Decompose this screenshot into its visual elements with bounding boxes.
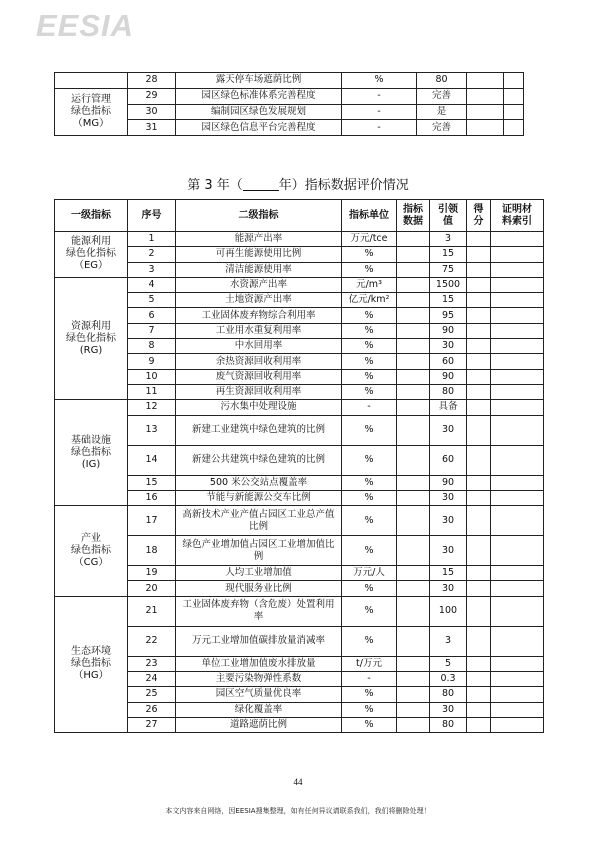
indicator-unit: - [342,104,417,120]
indicator-data-cell [397,293,430,308]
evidence-cell [504,104,524,120]
reference-value: 是 [417,104,467,120]
header-unit: 指标单位 [342,200,397,232]
score-cell [467,73,504,89]
indicator-name: 新建公共建筑中绿色建筑的比例 [176,445,342,475]
score-cell [467,445,491,475]
reference-value: 80 [430,384,467,399]
table-row [55,104,544,120]
reference-value: 30 [430,702,467,717]
table-row [55,687,544,702]
row-number: 30 [128,104,176,120]
table-row [55,672,544,687]
indicator-name: 工业固体废弃物（含危废）处置利用率 [176,596,342,626]
row-number: 9 [128,354,176,369]
table-row [55,120,544,136]
indicator-data-cell [397,308,430,323]
indicator-name: 能源产出率 [176,232,342,247]
indicator-unit: % [342,308,397,323]
evidence-cell [491,445,544,475]
reference-value: 30 [430,415,467,445]
header-score: 得 分 [467,200,491,232]
indicator-data-cell [397,656,430,671]
table-row [55,506,544,536]
table-row [55,247,544,262]
table-row [55,415,544,445]
indicator-data-cell [397,702,430,717]
evidence-cell [491,369,544,384]
indicator-data-cell [397,596,430,626]
indicator-data-cell [397,323,430,338]
indicator-unit: % [342,445,397,475]
score-cell [467,88,504,104]
reference-value: 完善 [417,88,467,104]
indicator-data-cell [397,566,430,581]
indicator-unit: 万元/人 [342,566,397,581]
indicator-name: 高新技术产业产值占园区工业总产值比例 [176,506,342,536]
table-row [55,656,544,671]
group-label: 基础设施 绿色指标 (IG) [55,400,128,506]
score-cell [467,400,491,415]
indicator-unit: % [342,475,397,490]
indicator-unit: 亿元/km² [342,293,397,308]
group-label: 运行管理 绿色指标 （MG） [55,88,128,135]
score-cell [467,323,491,338]
indicator-unit: % [342,581,397,596]
indicator-data-cell [397,339,430,354]
evidence-cell [491,247,544,262]
score-cell [467,702,491,717]
score-cell [467,566,491,581]
evidence-cell [491,596,544,626]
evidence-cell [491,339,544,354]
indicator-name: 清洁能源使用率 [176,262,342,277]
indicator-unit: 万元/tce [342,232,397,247]
score-cell [467,626,491,656]
reference-value: 90 [430,369,467,384]
row-number: 15 [128,475,176,490]
evidence-cell [504,73,524,89]
indicator-data-cell [397,232,430,247]
row-number: 22 [128,626,176,656]
indicator-data-cell [397,717,430,732]
table-row [55,475,544,490]
row-number: 24 [128,672,176,687]
indicator-data-cell [397,400,430,415]
score-cell [467,506,491,536]
indicator-unit: - [342,120,417,136]
indicator-unit: % [342,596,397,626]
group-label: 资源利用 绿色化指标 (RG) [55,277,128,399]
indicator-data-cell [397,490,430,505]
evidence-cell [491,262,544,277]
row-number: 27 [128,717,176,732]
reference-value: 30 [430,506,467,536]
score-cell [467,687,491,702]
indicator-name: 水资源产出率 [176,277,342,292]
indicator-data-cell [397,262,430,277]
table-row [55,400,544,415]
row-number: 13 [128,415,176,445]
table-row [55,581,544,596]
score-cell [467,247,491,262]
indicator-data-cell [397,506,430,536]
reference-value: 3 [430,232,467,247]
indicator-name: 万元工业增加值碳排放量消减率 [176,626,342,656]
score-cell [467,232,491,247]
previous-year-table-tail [54,72,544,136]
table-row [55,88,544,104]
indicator-data-cell [397,672,430,687]
indicator-name: 新建工业建筑中绿色建筑的比例 [176,415,342,445]
indicator-data-cell [397,445,430,475]
score-cell [467,354,491,369]
row-number: 4 [128,277,176,292]
reference-value: 5 [430,656,467,671]
reference-value: 90 [430,475,467,490]
indicator-data-cell [397,536,430,566]
indicator-unit: % [342,384,397,399]
score-cell [467,308,491,323]
indicator-name: 节能与新能源公交车比例 [176,490,342,505]
reference-value: 60 [430,445,467,475]
indicator-name: 绿色产业增加值占园区工业增加值比例 [176,536,342,566]
indicator-name: 土地资源产出率 [176,293,342,308]
indicator-data-cell [397,247,430,262]
reference-value: 80 [417,73,467,89]
indicator-name: 余热资源回收利用率 [176,354,342,369]
indicator-name: 中水回用率 [176,339,342,354]
table-row [55,566,544,581]
score-cell [467,277,491,292]
indicator-data-cell [397,581,430,596]
evidence-cell [491,687,544,702]
indicator-unit: % [342,702,397,717]
indicator-name: 绿化覆盖率 [176,702,342,717]
score-cell [467,475,491,490]
table-row [55,308,544,323]
evidence-cell [491,415,544,445]
indicator-unit: % [342,73,417,89]
indicator-name: 园区绿色标准体系完善程度 [176,88,342,104]
indicator-unit: % [342,536,397,566]
reference-value: 15 [430,293,467,308]
row-number: 31 [128,120,176,136]
table-row [55,596,544,626]
header-no: 序号 [128,200,176,232]
indicator-unit: % [342,717,397,732]
table-row [55,262,544,277]
row-number: 3 [128,262,176,277]
indicator-name: 再生资源回收利用率 [176,384,342,399]
indicator-unit: - [342,400,397,415]
indicator-name: 工业用水重复利用率 [176,323,342,338]
indicator-unit: % [342,626,397,656]
group-label: 能源利用 绿色化指标 （EG） [55,232,128,278]
header-level2: 二级指标 [176,200,342,232]
row-number: 12 [128,400,176,415]
header-ref: 引领 值 [430,200,467,232]
table-row [55,490,544,505]
row-number: 8 [128,339,176,354]
score-cell [467,369,491,384]
evidence-cell [491,308,544,323]
table-row [55,384,544,399]
indicator-name: 单位工业增加值废水排放量 [176,656,342,671]
indicator-name: 可再生能源使用比例 [176,247,342,262]
score-cell [467,120,504,136]
score-cell [467,104,504,120]
indicator-data-cell [397,415,430,445]
row-number: 29 [128,88,176,104]
evidence-cell [504,120,524,136]
evidence-cell [491,490,544,505]
evidence-cell [504,88,524,104]
indicator-name: 500 米公交站点覆盖率 [176,475,342,490]
reference-value: 具备 [430,400,467,415]
reference-value: 95 [430,308,467,323]
table-header-row [55,200,544,232]
reference-value: 15 [430,566,467,581]
evidence-cell [491,323,544,338]
row-number: 1 [128,232,176,247]
page-number: 44 [293,777,303,787]
indicator-name: 园区空气质量优良率 [176,687,342,702]
reference-value: 90 [430,323,467,338]
indicator-name: 露天停车场遮荫比例 [176,73,342,89]
section-title: 第 3 年（ 年）指标数据评价情况 [187,178,409,193]
score-cell [467,293,491,308]
indicator-data-cell [397,475,430,490]
table-row [55,626,544,656]
row-number: 21 [128,596,176,626]
evidence-cell [491,717,544,732]
evidence-cell [491,400,544,415]
score-cell [467,581,491,596]
indicator-data-cell [397,354,430,369]
row-number: 28 [128,73,176,89]
row-number: 18 [128,536,176,566]
evidence-cell [491,384,544,399]
evidence-cell [491,536,544,566]
evidence-cell [491,232,544,247]
header-level1: 一级指标 [55,200,128,232]
evidence-cell [491,656,544,671]
indicator-name: 主要污染物弹性系数 [176,672,342,687]
group-label: 产业 绿色指标 （CG） [55,506,128,597]
indicator-data-cell [397,277,430,292]
evidence-cell [491,626,544,656]
evidence-cell [491,702,544,717]
year-blank [243,178,279,191]
row-number: 11 [128,384,176,399]
score-cell [467,384,491,399]
row-number: 17 [128,506,176,536]
indicator-unit: % [342,490,397,505]
indicator-unit: t/万元 [342,656,397,671]
evidence-cell [491,672,544,687]
indicator-data-cell [397,369,430,384]
row-number: 10 [128,369,176,384]
indicator-unit: % [342,247,397,262]
table-row [55,354,544,369]
score-cell [467,262,491,277]
score-cell [467,717,491,732]
reference-value: 30 [430,490,467,505]
reference-value: 30 [430,581,467,596]
row-number: 5 [128,293,176,308]
row-number: 23 [128,656,176,671]
indicator-name: 道路遮荫比例 [176,717,342,732]
indicator-unit: % [342,369,397,384]
reference-value: 100 [430,596,467,626]
table-row [55,536,544,566]
indicator-data-cell [397,687,430,702]
row-number: 25 [128,687,176,702]
table-row [55,323,544,338]
reference-value: 75 [430,262,467,277]
table-row [55,293,544,308]
indicator-unit: % [342,354,397,369]
indicator-unit: % [342,262,397,277]
indicator-unit: % [342,339,397,354]
indicator-name: 工业固体废弃物综合利用率 [176,308,342,323]
indicator-unit: - [342,672,397,687]
evidence-cell [491,566,544,581]
table-row [55,277,544,292]
score-cell [467,656,491,671]
row-number: 26 [128,702,176,717]
indicator-unit: % [342,687,397,702]
reference-value: 3 [430,626,467,656]
indicator-unit: - [342,88,417,104]
reference-value: 60 [430,354,467,369]
row-number: 16 [128,490,176,505]
indicator-data-cell [397,384,430,399]
indicator-unit: % [342,506,397,536]
indicator-name: 废气资源回收利用率 [176,369,342,384]
score-cell [467,415,491,445]
group-label: 生态环境 绿色指标 （HG） [55,596,128,732]
header-evidence: 证明材 料索引 [491,200,544,232]
table-row [55,369,544,384]
reference-value: 80 [430,717,467,732]
footer-disclaimer: 本文内容来自网络，因EESIA搜集整理，如有任何异议请联系我们，我们将删除处理！ [165,807,431,815]
indicator-unit: % [342,323,397,338]
row-number: 19 [128,566,176,581]
table-row [55,717,544,732]
score-cell [467,596,491,626]
table-row [55,445,544,475]
eesia-logo: EESIA [36,8,135,43]
row-number: 7 [128,323,176,338]
score-cell [467,490,491,505]
table-row [55,339,544,354]
row-number: 6 [128,308,176,323]
evidence-cell [491,354,544,369]
evidence-cell [491,475,544,490]
header-data: 指标 数据 [397,200,430,232]
indicator-name: 园区绿色信息平台完善程度 [176,120,342,136]
indicator-name: 现代服务业比例 [176,581,342,596]
evidence-cell [491,293,544,308]
indicator-name: 编制园区绿色发展规划 [176,104,342,120]
table-row [55,232,544,247]
reference-value: 30 [430,536,467,566]
reference-value: 完善 [417,120,467,136]
table-row [55,702,544,717]
indicator-evaluation-table [54,199,544,733]
indicator-unit: % [342,415,397,445]
reference-value: 15 [430,247,467,262]
table-row [55,73,544,89]
evidence-cell [491,506,544,536]
score-cell [467,672,491,687]
reference-value: 0.3 [430,672,467,687]
row-number: 14 [128,445,176,475]
indicator-unit: 元/m³ [342,277,397,292]
indicator-data-cell [397,626,430,656]
group-label-empty [55,73,128,89]
reference-value: 80 [430,687,467,702]
row-number: 2 [128,247,176,262]
row-number: 20 [128,581,176,596]
reference-value: 1500 [430,277,467,292]
evidence-cell [491,581,544,596]
reference-value: 30 [430,339,467,354]
indicator-name: 污水集中处理设施 [176,400,342,415]
evidence-cell [491,277,544,292]
indicator-name: 人均工业增加值 [176,566,342,581]
score-cell [467,536,491,566]
score-cell [467,339,491,354]
